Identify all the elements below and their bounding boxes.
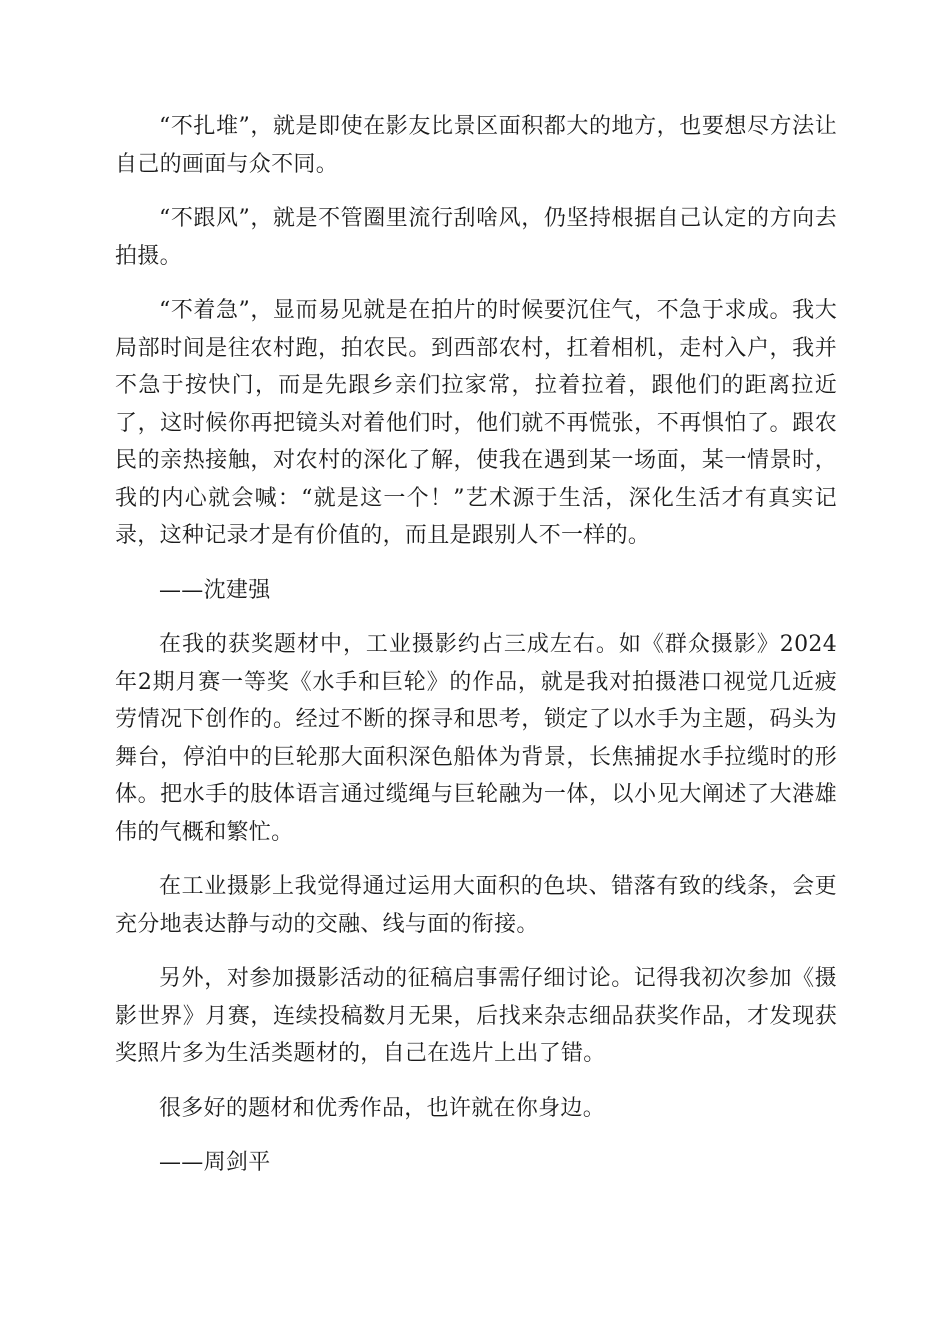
author-signature-shen-jianqiang: ——沈建强 (159, 577, 271, 603)
document-body (115, 108, 837, 1199)
paragraph-closing: 很多好的题材和优秀作品，也许就在你身边。 (159, 1095, 606, 1121)
paragraph-bu-gen-feng: “不跟风”，就是不管圈里流行刮啥风，仍坚持根据自己认定的方向去拍摄。 (115, 206, 837, 269)
author-signature-zhou-jianping: ——周剑平 (159, 1150, 271, 1175)
paragraph-color-blocks-lines: 在工业摄影上我觉得通过运用大面积的色块、错落有致的线条，会更充分地表达静与动的交融、线与面的衔接。 (115, 874, 837, 937)
paragraph-industrial-photography: 在我的获奖题材中，工业摄影约占三成左右。如《群众摄影》2024年2期月赛一等奖《水手和巨轮》的作品，就是我对拍摄港口视觉几近疲劳情况下创作的。经过不断的探寻和思考，锁定了以水手为主题，码头为舞台，停泊中的巨轮那大面积深色船体为背景，长焦捕捉水手拉缆时的形体。把水手的肢体语言通过缆绳与巨轮融为一体，以小见大阐述了大港雄伟的气概和繁忙。 (115, 632, 837, 845)
paragraph-contest-submission: 另外，对参加摄影活动的征稿启事需仔细讨论。记得我初次参加《摄影世界》月赛，连续投稿数月无果，后找来杂志细品获奖作品，才发现获奖照片多为生活类题材的，自己在选片上出了错。 (115, 966, 837, 1066)
paragraph-bu-zha-dui: “不扎堆”，就是即使在影友比景区面积都大的地方，也要想尽方法让自己的画面与众不同。 (115, 114, 837, 177)
paragraph-bu-zhao-ji: “不着急”，显而易见就是在拍片的时候要沉住气，不急于求成。我大局部时间是往农村跑，拍农民。到西部农村，扛着相机，走村入户，我并不急于按快门，而是先跟乡亲们拉家常，拉着拉着，跟他们的距离拉近了，这时候你再把镜头对着他们时，他们就不再慌张，不再惧怕了。跟农民的亲热接触，对农村的深化了解，使我在遇到某一场面，某一情景时，我的内心就会喊：“就是这一个！”艺术源于生活，深化生活才有真实记录，这种记录才是有价值的，而且是跟别人不一样的。 (115, 298, 837, 548)
